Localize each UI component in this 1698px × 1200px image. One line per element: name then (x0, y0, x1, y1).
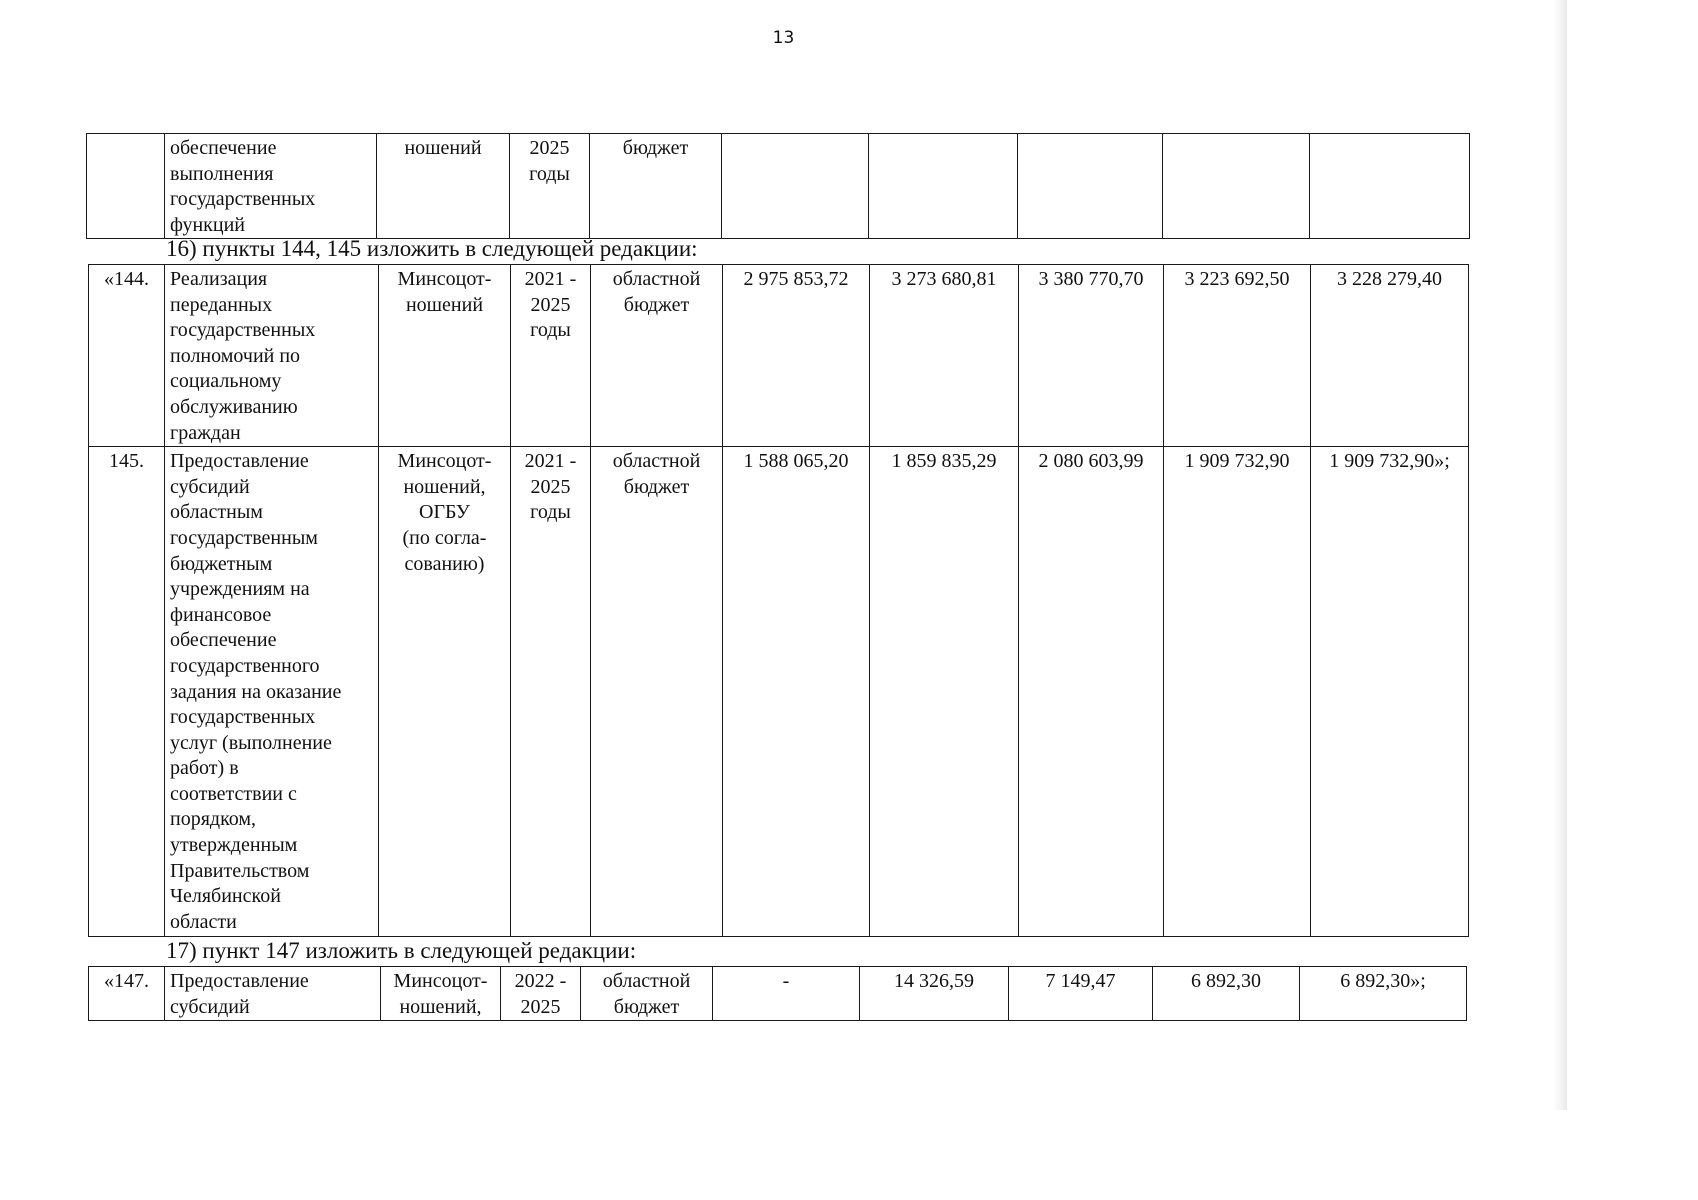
value-cell: 2 080 603,99 (1019, 447, 1164, 937)
cell-line: функций (170, 213, 245, 236)
cell-line: учреждениям на (170, 578, 310, 601)
executor-cell (377, 134, 510, 239)
cell-line: задания на оказание (170, 680, 342, 703)
period-cell (510, 134, 590, 239)
table-continuation (86, 133, 1470, 239)
cell-line: ношений (405, 293, 484, 316)
cell-line: ношений, (399, 995, 482, 1018)
table-row (87, 134, 1470, 239)
cell-line: Минсоцот- (397, 268, 492, 290)
cell-line: годы (529, 162, 570, 185)
row-number-cell: «147. (89, 967, 165, 1021)
cell-line: государственным (170, 526, 318, 549)
cell-line: утвержденным (170, 834, 298, 857)
cell-line: Предоставление (170, 970, 309, 992)
cell-line: работ) в (170, 757, 239, 780)
cell-line: полномочий по (170, 344, 301, 367)
cell-line: Предоставление (170, 450, 309, 473)
value-cell: 2 975 853,72 (723, 265, 870, 447)
cell-line: социальному (170, 370, 282, 393)
value-cell: 6 892,30»; (1300, 967, 1467, 1021)
value-cell: 7 149,47 (1009, 967, 1153, 1021)
value-cell: - (713, 967, 860, 1021)
cell-line: бюджетным (170, 552, 273, 575)
measure-name-cell (165, 967, 381, 1021)
value-cell: 1 859 835,29 (870, 447, 1019, 937)
measure-name-cell (165, 447, 379, 937)
cell-line: государственного (170, 654, 320, 677)
value-cell: 1 909 732,90»; (1311, 447, 1469, 937)
value-cell: 14 326,59 (860, 967, 1009, 1021)
cell-line: Минсоцот- (393, 970, 488, 992)
executor-cell (379, 265, 511, 447)
table-items-144-145 (88, 264, 1469, 937)
cell-line: сованию) (404, 552, 485, 575)
value-cell: 3 380 770,70 (1019, 265, 1164, 447)
cell-line: Реализация (170, 268, 268, 290)
cell-line: услуг (выполнение (170, 731, 332, 754)
cell-line: финансовое (170, 603, 272, 626)
cell-line: субсидий (170, 995, 250, 1018)
measure-name-cell (165, 134, 377, 239)
value-cell: 3 273 680,81 (870, 265, 1019, 447)
row-number-cell: «144. (89, 265, 165, 447)
cell-line: областной (602, 970, 691, 992)
value-cell (722, 134, 869, 239)
cell-line: бюджет (623, 293, 690, 316)
period-cell (511, 447, 591, 937)
cell-line: годы (530, 501, 571, 524)
cell-line: бюджет (623, 475, 690, 498)
cell-line: 2025 (530, 475, 571, 498)
cell-line: порядком, (170, 808, 257, 831)
table-row (89, 265, 1469, 447)
cell-line: ОГБУ (419, 501, 470, 524)
cell-line: области (170, 910, 237, 933)
cell-line: переданных (170, 293, 273, 316)
cell-line: областной (612, 268, 701, 290)
cell-line: ношений (404, 137, 482, 159)
value-cell: 3 223 692,50 (1164, 265, 1311, 447)
row-number-cell (87, 134, 165, 239)
table-row (89, 967, 1467, 1021)
instruction-16: 16) пункты 144, 145 изложить в следующей редакции: (166, 236, 698, 261)
cell-line: 2021 - (524, 268, 577, 290)
cell-line: государственных (170, 706, 316, 729)
value-cell: 1 588 065,20 (723, 447, 870, 937)
cell-line: обслуживанию (170, 395, 298, 418)
row-number-cell: 145. (89, 447, 165, 937)
cell-line: 2025 (530, 293, 571, 316)
value-cell (1018, 134, 1163, 239)
cell-line: Челябинской (170, 885, 281, 908)
cell-line: соответствии с (170, 782, 297, 805)
table-row (89, 447, 1469, 937)
value-cell (1310, 134, 1470, 239)
cell-line: бюджет (622, 137, 689, 159)
cell-line: обеспечение (170, 629, 277, 652)
cell-line: граждан (170, 421, 241, 444)
cell-line: 2025 (520, 995, 561, 1018)
measure-name-cell (165, 265, 379, 447)
cell-line: выполнения (170, 162, 274, 185)
cell-line: бюджет (613, 995, 680, 1018)
cell-line: государственных (170, 188, 316, 211)
funding-source-cell (591, 265, 723, 447)
value-cell: 6 892,30 (1153, 967, 1300, 1021)
cell-line: 2021 - (524, 450, 577, 473)
table-item-147 (88, 966, 1467, 1021)
cell-line: государственных (170, 319, 316, 342)
cell-line: (по согла- (402, 526, 487, 549)
cell-line: ношений, (403, 475, 486, 498)
period-cell (501, 967, 581, 1021)
value-cell: 3 228 279,40 (1311, 265, 1469, 447)
period-cell (511, 265, 591, 447)
instruction-17: 17) пункт 147 изложить в следующей редакции: (166, 938, 637, 963)
cell-line: субсидий (170, 475, 250, 498)
funding-source-cell (591, 447, 723, 937)
value-cell (869, 134, 1018, 239)
cell-line: Минсоцот- (397, 450, 492, 473)
value-cell (1163, 134, 1310, 239)
cell-line: областным (170, 501, 263, 524)
cell-line: обеспечение (170, 137, 277, 159)
executor-cell (381, 967, 501, 1021)
page-number: 13 (772, 28, 795, 48)
executor-cell (379, 447, 511, 937)
scan-edge-shadow (1553, 0, 1567, 1110)
cell-line: 2022 - (514, 970, 567, 992)
cell-line: Правительством (170, 859, 310, 882)
funding-source-cell (590, 134, 722, 239)
value-cell: 1 909 732,90 (1164, 447, 1311, 937)
funding-source-cell (581, 967, 713, 1021)
cell-line: годы (530, 319, 571, 342)
cell-line: 2025 (529, 137, 570, 159)
cell-line: областной (612, 450, 701, 473)
